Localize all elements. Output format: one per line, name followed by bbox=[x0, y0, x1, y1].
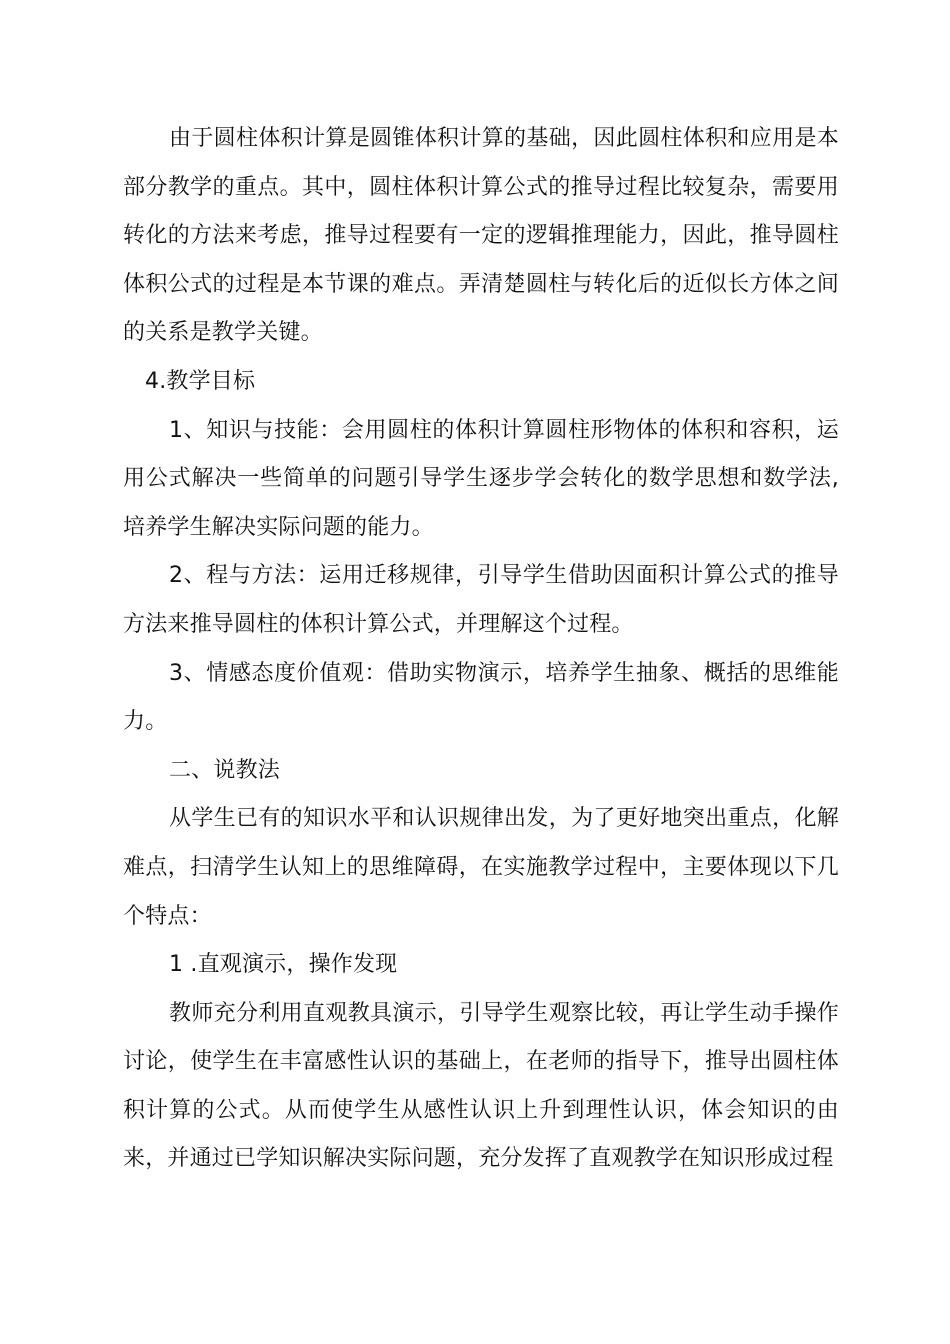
document-body bbox=[123, 115, 839, 1184]
heading-teaching-methods: 二、说教法 bbox=[169, 757, 281, 783]
paragraph-teaching-methods-intro: 从学生已有的知识水平和认识规律出发，为了更好地突出重点，化解难点，扫清学生认知上的思维障碍，在实施教学过程中，主要体现以下几个特点： bbox=[123, 806, 839, 929]
heading-visual-demonstration: 1 .直观演示，操作发现 bbox=[169, 952, 398, 978]
objective-knowledge-skills: 1、知识与技能：会用圆柱的体积计算圆柱形物体的体积和容积，运用公式解决一些简单的问题引导学生逐步学会转化的数学思想和数学法,培养学生解决实际问题的能力。 bbox=[123, 417, 839, 540]
heading-teaching-objectives: 4.教学目标 bbox=[145, 368, 256, 394]
objective-emotion-values: 3、情感态度价值观：借助实物演示，培养学生抽象、概括的思维能力。 bbox=[123, 660, 839, 735]
paragraph-visual-demonstration: 教师充分利用直观教具演示，引导学生观察比较，再让学生动手操作讨论，使学生在丰富感性认识的基础上，在老师的指导下，推导出圆柱体积计算的公式。从而使学生从感性认识上升到理性认识，体会知识的由来，并通过已学知识解决实际问题，充分发挥了直观教学在知识形成过程 bbox=[123, 1000, 839, 1172]
paragraph-key-points: 由于圆柱体积计算是圆锥体积计算的基础，因此圆柱体积和应用是本部分教学的重点。其中，圆柱体积计算公式的推导过程比较复杂，需要用转化的方法来考虑，推导过程要有一定的逻辑推理能力，因此，推导圆柱体积公式的过程是本节课的难点。弄清楚圆柱与转化后的近似长方体之间的关系是教学关键。 bbox=[123, 126, 839, 346]
objective-process-methods: 2、程与方法：运用迁移规律，引导学生借助因面积计算公式的推导方法来推导圆柱的体积计算公式，并理解这个过程。 bbox=[123, 563, 839, 637]
